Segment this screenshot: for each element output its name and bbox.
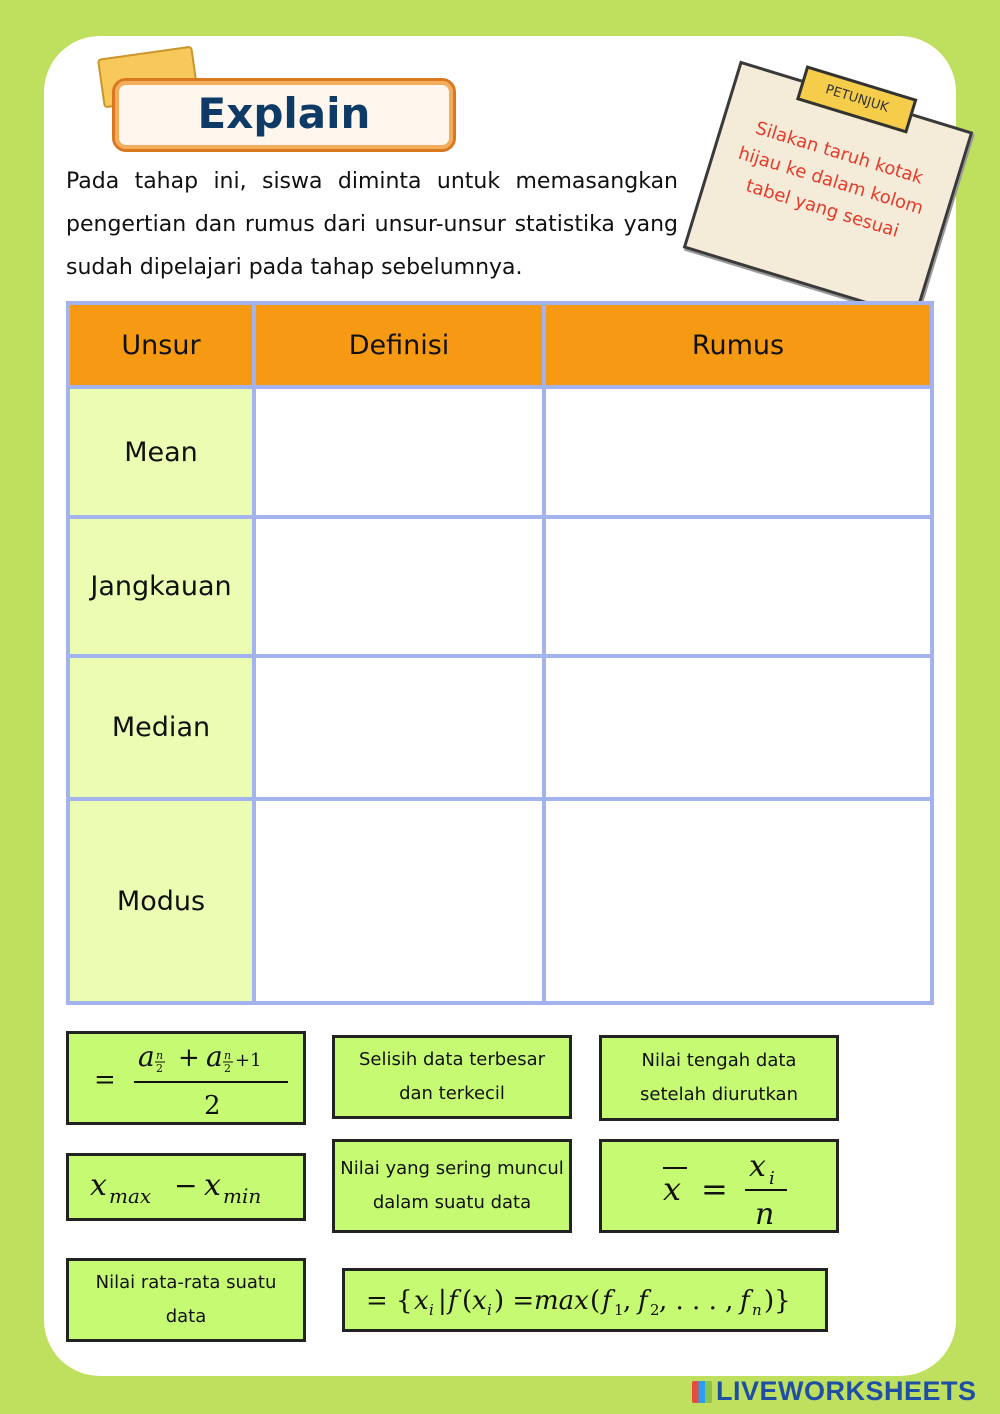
svg-text:(: ( <box>462 1286 473 1316</box>
svg-text:) =: ) = <box>494 1286 535 1316</box>
svg-text:=: = <box>701 1170 728 1208</box>
svg-text:=: = <box>94 1065 116 1095</box>
drop-zone-modus-definisi[interactable] <box>254 799 544 1003</box>
svg-text:1: 1 <box>614 1301 624 1319</box>
svg-text:i: i <box>769 1168 775 1189</box>
svg-text:2: 2 <box>650 1301 660 1319</box>
header-definisi: Definisi <box>254 303 544 387</box>
svg-text:a: a <box>206 1040 223 1073</box>
brand-icon <box>692 1381 712 1403</box>
card-range-formula[interactable] <box>66 1153 306 1221</box>
svg-text:x: x <box>414 1286 429 1316</box>
svg-text:x: x <box>749 1149 766 1184</box>
card-median-formula[interactable] <box>66 1031 306 1125</box>
svg-text:f: f <box>740 1286 750 1316</box>
drop-zone-jangkauan-rumus[interactable] <box>544 517 932 656</box>
drop-zone-median-rumus[interactable] <box>544 656 932 799</box>
svg-text:n: n <box>224 1049 232 1062</box>
svg-text:x: x <box>663 1170 682 1208</box>
svg-text:= {: = { <box>366 1286 413 1316</box>
drop-zone-median-definisi[interactable] <box>254 656 544 799</box>
row-label-mean: Mean <box>68 387 254 517</box>
mode-definition-text: Nilai yang sering muncul dalam suatu data <box>340 1158 564 1213</box>
svg-text:a: a <box>138 1040 155 1073</box>
card-median-definition[interactable] <box>599 1035 839 1121</box>
range-definition-text: Selisih data terbesar dan terkecil <box>358 1049 546 1104</box>
svg-text:2: 2 <box>224 1062 231 1075</box>
svg-text:2: 2 <box>156 1062 163 1075</box>
row-label-median: Median <box>68 656 254 799</box>
table-header-row <box>68 303 932 387</box>
svg-text:)}: )} <box>764 1286 791 1316</box>
drop-zone-modus-rumus[interactable] <box>544 799 932 1003</box>
svg-text:i: i <box>487 1301 492 1319</box>
svg-text:i: i <box>429 1301 434 1319</box>
svg-text:f: f <box>448 1286 458 1316</box>
card-mean-definition[interactable] <box>66 1258 306 1342</box>
svg-text:n: n <box>755 1197 775 1230</box>
intro-text: Pada tahap ini, siswa diminta untuk memasangkan pengertian dan rumus dari unsur-unsur statistika yang sudah dipelajari pada tahap sebelumnya. <box>66 169 678 280</box>
svg-text:+: + <box>178 1043 200 1073</box>
card-range-definition[interactable] <box>332 1035 572 1119</box>
svg-text:max: max <box>109 1184 152 1208</box>
mean-formula-graphic <box>609 1142 829 1230</box>
card-mean-formula[interactable] <box>599 1139 839 1233</box>
page-title: Explain <box>197 89 371 138</box>
svg-text:n: n <box>752 1301 762 1319</box>
svg-text:n: n <box>156 1049 164 1062</box>
drop-zone-mean-rumus[interactable] <box>544 387 932 517</box>
svg-text:x: x <box>90 1168 107 1203</box>
svg-text:x: x <box>204 1168 221 1203</box>
svg-text:−: − <box>174 1169 198 1202</box>
note-tag: PETUNJUK <box>796 65 917 133</box>
svg-text:(: ( <box>590 1286 601 1316</box>
svg-text:2: 2 <box>204 1091 221 1121</box>
mean-definition-text: Nilai rata-rata suatu data <box>95 1272 277 1327</box>
mode-formula-graphic <box>350 1271 820 1329</box>
row-label-jangkauan: Jangkauan <box>68 517 254 656</box>
drop-zone-jangkauan-definisi[interactable] <box>254 517 544 656</box>
row-label-modus: Modus <box>68 799 254 1003</box>
range-formula-graphic <box>76 1157 296 1217</box>
note-text: Silakan taruh kotak hijau ke dalam kolom tabel yang sesuai <box>735 117 926 242</box>
table-row <box>68 799 932 1003</box>
svg-text:f: f <box>602 1286 612 1316</box>
header-unsur: Unsur <box>68 303 254 387</box>
header-rumus: Rumus <box>544 303 932 387</box>
svg-text:max: max <box>534 1286 589 1316</box>
table-row <box>68 387 932 517</box>
card-mode-formula[interactable] <box>342 1268 828 1332</box>
table-row <box>68 517 932 656</box>
svg-text:min: min <box>223 1184 262 1208</box>
svg-text:+1: +1 <box>235 1050 262 1071</box>
brand-logo <box>692 1376 977 1407</box>
title-banner <box>112 78 456 152</box>
matching-table <box>66 301 934 1005</box>
brand-text: LIVEWORKSHEETS <box>716 1376 977 1406</box>
svg-text:,: , <box>623 1286 632 1316</box>
drop-zone-mean-definisi[interactable] <box>254 387 544 517</box>
median-formula-graphic <box>76 1034 296 1122</box>
median-definition-text: Nilai tengah data setelah diurutkan <box>640 1050 798 1105</box>
svg-text:, . . . ,: , . . . , <box>659 1286 734 1316</box>
svg-text:x: x <box>472 1286 487 1316</box>
svg-text:|: | <box>438 1286 447 1316</box>
table-row <box>68 656 932 799</box>
card-mode-definition[interactable] <box>332 1139 572 1233</box>
svg-text:f: f <box>638 1286 648 1316</box>
